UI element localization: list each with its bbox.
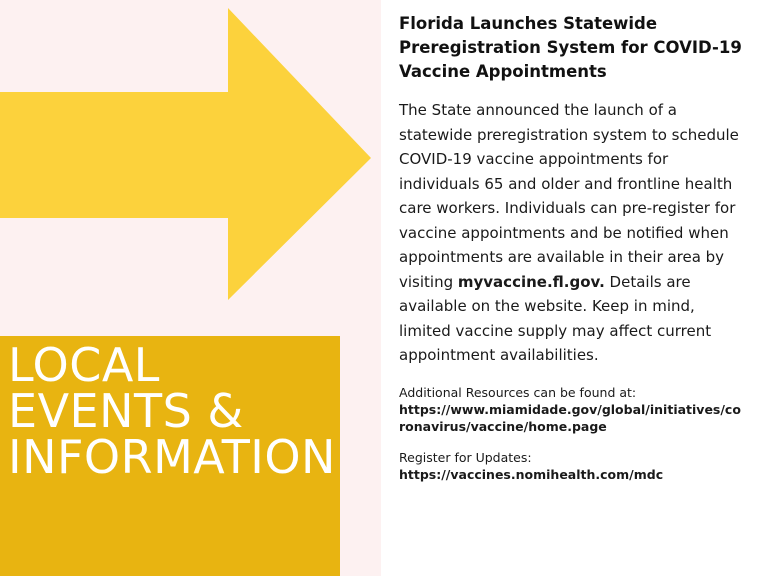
banner-line-1: LOCAL [8, 338, 160, 392]
body-text-part-1: The State announced the launch of a statewide preregistration system to schedule COVID-19 vaccine appointments for individuals 65 and older and frontline health care workers. Individuals can pre-register for vaccine appointments and be notified when appointments are available in their area by visiting [399, 101, 739, 291]
right-text-panel [381, 0, 768, 576]
vaccine-website-link[interactable]: myvaccine.fl.gov. [457, 272, 605, 291]
local-events-banner [0, 336, 340, 576]
banner-line-2: EVENTS & [8, 384, 244, 438]
page-title: Florida Launches Statewide Preregistration System for COVID-19 Vaccine Appointments [399, 14, 742, 81]
register-updates-label: Register for Updates: [399, 449, 532, 465]
register-updates-url[interactable]: https://vaccines.nomihealth.com/mdc [399, 466, 664, 482]
register-updates-block [399, 449, 746, 483]
additional-resources-block [399, 384, 746, 435]
left-graphic-panel [0, 0, 381, 576]
body-paragraph [399, 98, 746, 368]
banner-line-3: INFORMATION [8, 430, 336, 484]
arrow-graphic [0, 0, 371, 320]
body-text-part-2: Details are available on the website. Keep in mind, limited vaccine supply may affect current appointment availabilities. [399, 272, 712, 364]
additional-resources-url[interactable]: https://www.miamidade.gov/global/initiatives/coronavirus/vaccine/home.page [399, 401, 741, 434]
additional-resources-label: Additional Resources can be found at: [399, 384, 637, 400]
banner-text-block [8, 338, 338, 484]
